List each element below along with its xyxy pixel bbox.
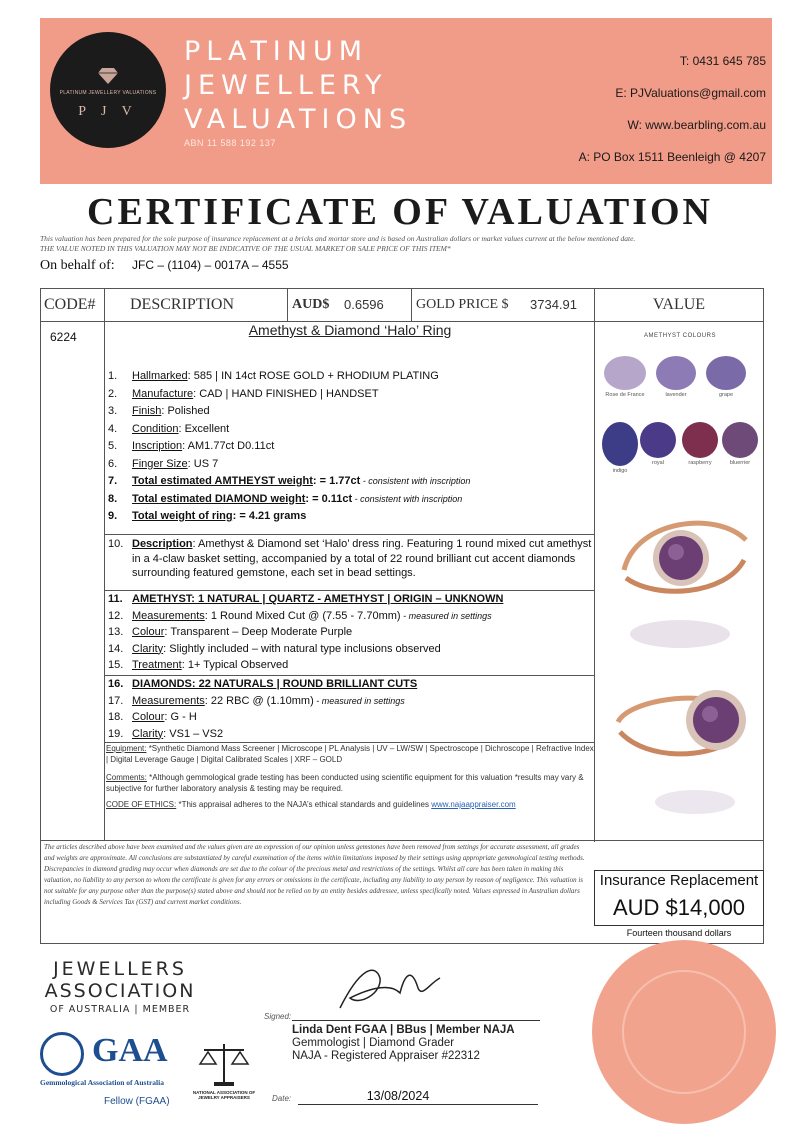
jaa-line3: OF AUSTRALIA | MEMBER [49, 1004, 191, 1015]
contact-web: W: www.bearbling.com.au [627, 118, 766, 132]
row-value: : 1+ Typical Observed [181, 659, 289, 671]
attribute-row [108, 677, 417, 692]
row-value: : 22 RBC @ (1.10mm) [204, 694, 314, 707]
header-aud-label: AUD$ [292, 297, 330, 312]
description-body: : Amethyst & Diamond set ‘Halo’ dress ring. Featuring 1 round mixed cut amethyst in a 4-claw basket setting, accompanied by a total of 22 round brilliant cut accent diamonds surrounding featured gemstone, each set in bead settings. [132, 538, 592, 579]
row-label: Clarity [132, 727, 164, 740]
amethyst-swatch [602, 422, 638, 466]
jaa-line2: ASSOCIATION [44, 980, 196, 1002]
amethyst-swatch-label: grape [718, 392, 734, 398]
row-number: 6. [108, 457, 118, 470]
row-value: : US 7 [187, 457, 219, 470]
amethyst-swatch-label: raspberry [688, 460, 712, 466]
fine-print: The articles described above have been examined and the values given are an expression of our opinion unless gemstones have been removed from settings for accurate assessment, all grades and weights are approximate. All conclusions are substantiated by careful examination of the items within limitations imposed by their settings using appropriate gemmological testing methods. Discrepancies in diamond grading may occur when diamonds are set due to the colour of the precious metal and restrictions of the settings. Whilst all care has been taken in making this valuation, no liability to any person to whom the certificate is given for any errors or omissions in the certificate, including any liability to any person by reason of negligence. This valuation is not suitable for any purpose other than the purpose(s) stated above and should not be relied on by an entity besides addressee, unless specifically noted. Values expressed in Australian dollars including Goods & Services Tax (GST) and current market conditions. [44, 843, 585, 906]
divider [287, 288, 288, 322]
contact-phone: T: 0431 645 785 [679, 54, 766, 68]
header-gold-label: GOLD PRICE $ [416, 297, 509, 312]
attribute-row [108, 625, 352, 640]
row-value: : = 0.11ct [305, 492, 353, 505]
on-behalf-label: On behalf of: [40, 258, 115, 273]
amethyst-colours-title: AMETHYST COLOURS [644, 333, 716, 339]
amethyst-swatch [722, 422, 758, 458]
amethyst-swatch-label: lavender [665, 392, 687, 398]
scales-icon [198, 1040, 250, 1088]
equipment-label: Equipment: [106, 744, 147, 753]
attribute-row [108, 609, 492, 624]
amethyst-swatch-label: royal [652, 460, 664, 466]
gaa-full-name: Gemmological Association of Australia [40, 1078, 164, 1087]
row-value: : = 1.77ct [312, 475, 361, 487]
ethics-text: *This appraisal adheres to the NAJA’s ethical standards and guidelines [176, 800, 432, 809]
description-row [108, 537, 592, 581]
attribute-row [108, 642, 441, 657]
row-note: - consistent with inscription [352, 493, 463, 504]
divider [104, 590, 594, 591]
row-label: Manufacture [132, 387, 194, 400]
divider [104, 288, 105, 840]
item-title: Amethyst & Diamond ‘Halo’ Ring [248, 322, 452, 338]
equipment-note [106, 744, 594, 765]
diamond-icon [98, 68, 118, 84]
logo-monogram: P J V [78, 104, 138, 119]
attribute-row [108, 369, 439, 384]
row-number: 8. [108, 492, 118, 505]
amethyst-swatch [640, 422, 676, 458]
contact-address: A: PO Box 1511 Beenleigh @ 4207 [578, 150, 766, 164]
attribute-row [108, 658, 288, 673]
brand-name-line2: JEWELLERY [184, 70, 388, 101]
attribute-row [108, 439, 274, 454]
appraiser-details [292, 1024, 515, 1063]
description-label: Description [132, 538, 193, 550]
divider [40, 840, 764, 841]
ethics-note [106, 800, 594, 811]
handwritten-signature [330, 958, 450, 1018]
divider [594, 288, 595, 842]
row-label: Total estimated AMTHEYST weight [132, 475, 313, 487]
row-number: 1. [108, 370, 118, 382]
disclaimer-line2: THE VALUE NOTED IN THIS VALUATION MAY NOT BE INDICATIVE OF THE USUAL MARKET OR SALE PRICE OF THIS ITEM* [40, 243, 451, 253]
row-number: 15. [108, 659, 124, 671]
row-label: Hallmarked [132, 370, 188, 382]
attribute-row [108, 694, 405, 709]
brand-name-line3: VALUATIONS [184, 104, 413, 135]
comments-text: *Although gemmological grade testing has been conducted using scientific equipment for this valuation *results may vary & subjective for further laboratory analysis & testing may be required. [106, 773, 584, 793]
row-note: - measured in settings [400, 610, 492, 621]
attribute-row [108, 492, 462, 507]
divider [104, 675, 594, 676]
appraiser-role: Gemmologist | Diamond Grader [292, 1037, 455, 1049]
header-value: VALUE [652, 296, 706, 313]
date-label: Date: [272, 1094, 292, 1103]
gaa-emblem-icon [40, 1032, 84, 1076]
signed-label: Signed: [264, 1012, 292, 1021]
row-label: DIAMONDS: 22 NATURALS | ROUND BRILLIANT CUTS [132, 678, 418, 690]
brand-name-line1: PLATINUM [184, 36, 369, 67]
amethyst-swatch [706, 356, 746, 390]
amethyst-swatch-label: Rose de France [605, 392, 645, 398]
naja-link[interactable]: www.najaappraiser.com [431, 800, 516, 809]
disclaimer-line1: This valuation has been prepared for the sole purpose of insurance replacement at a bricks and mortar store and is based on Australian dollars or market values current at the below mentioned date. [40, 234, 636, 243]
gaa-logo-text: GAA [92, 1032, 168, 1069]
attribute-row [108, 474, 470, 489]
attribute-row [108, 727, 223, 742]
amethyst-swatch-label: indigo [612, 468, 628, 474]
row-note: - measured in settings [313, 695, 405, 706]
insurance-label: Insurance Replacement [599, 872, 759, 889]
logo-small-text: PLATINUM JEWELLERY VALUATIONS [59, 90, 157, 96]
insurance-value: AUD $14,000 [612, 895, 746, 920]
row-number: 4. [108, 422, 118, 435]
row-number: 5. [108, 440, 118, 452]
row-note: - consistent with inscription [360, 476, 471, 486]
amethyst-swatch [604, 356, 646, 390]
comments-note [106, 773, 594, 794]
attribute-row [108, 457, 218, 472]
disclaimer [40, 234, 764, 253]
row-number: 7. [108, 475, 118, 487]
date-value: 13/08/2024 [366, 1089, 430, 1103]
row-label: Clarity [132, 642, 164, 655]
row-label: Finger Size [132, 457, 188, 470]
row-value: : VS1 – VS2 [163, 727, 224, 740]
description-text [108, 537, 592, 581]
certificate-title: CERTIFICATE OF VALUATION [87, 191, 713, 233]
row-label: Total estimated DIAMOND weight [132, 492, 306, 505]
row-value: : Excellent [178, 422, 230, 435]
row-number: 14. [108, 642, 124, 655]
on-behalf-value: JFC – (1104) – 0017A – 4555 [132, 258, 289, 272]
row-value: : = 4.21 grams [232, 510, 307, 522]
jaa-member-logo [40, 958, 200, 1015]
insurance-words: Fourteen thousand dollars [626, 928, 732, 938]
ring-image-bottom [608, 672, 758, 772]
attribute-row [108, 509, 306, 524]
ring-reflection [620, 614, 740, 654]
attribute-row [108, 387, 379, 402]
embossed-seal-ring [622, 970, 746, 1094]
jaa-line1: JEWELLERS [53, 958, 187, 980]
row-number: 19. [108, 727, 124, 740]
row-label: Measurements [132, 609, 205, 622]
row-value: : 585 | IN 14ct ROSE GOLD + RHODIUM PLATING [187, 370, 439, 382]
contact-email: E: PJValuations@gmail.com [615, 86, 766, 100]
header-aud-value: 0.6596 [344, 297, 384, 312]
ring-reflection [640, 784, 740, 820]
equipment-text: *Synthetic Diamond Mass Screener | Microscope | PL Analysis | UV – LW/SW | Spectroscope | Dichroscope | Refractive Index | Digital Leverage Gauge | Digital Calibrated Scales | XRF – GOLD [106, 744, 594, 764]
amethyst-swatch-label: bluerrier [729, 460, 751, 466]
row-label: Measurements [132, 694, 205, 707]
row-number: 2. [108, 387, 118, 400]
row-number: 13. [108, 626, 124, 638]
row-number: 12. [108, 609, 124, 622]
divider [104, 742, 594, 743]
row-value: : Polished [161, 405, 210, 417]
row-value: : G - H [164, 711, 197, 723]
abn-number: ABN 11 588 192 137 [184, 138, 276, 148]
date-line [298, 1104, 538, 1105]
ethics-label: CODE OF ETHICS: [106, 800, 177, 809]
appraiser-name: Linda Dent FGAA | BBus | Member NAJA [292, 1024, 515, 1036]
row-label: Colour [132, 711, 165, 723]
signature-line [292, 1020, 540, 1021]
header-description: DESCRIPTION [130, 296, 235, 313]
row-value: : CAD | HAND FINISHED | HANDSET [193, 387, 379, 400]
row-number: 18. [108, 711, 124, 723]
attribute-row [108, 422, 229, 437]
header-gold-value: 3734.91 [530, 297, 577, 312]
row-label: Treatment [132, 659, 182, 671]
row-value: : AM1.77ct D0.11ct [182, 440, 275, 452]
attribute-row [108, 404, 210, 419]
row-value: : 1 Round Mixed Cut @ (7.55 - 7.70mm) [204, 609, 401, 622]
row-label: Inscription [132, 440, 183, 452]
divider [411, 288, 412, 322]
comments-label: Comments: [106, 773, 147, 782]
row-label: Finish [132, 405, 162, 417]
amethyst-swatch [656, 356, 696, 390]
row-label: Condition [132, 422, 179, 435]
fellow-label: Fellow (FGAA) [104, 1096, 170, 1107]
row-value: : Slightly included – with natural type inclusions observed [163, 642, 441, 655]
row-number: 3. [108, 405, 118, 417]
row-number: 16. [108, 678, 124, 690]
naja-logo-text: NATIONAL ASSOCIATION OF JEWELRY APPRAISERS [192, 1090, 256, 1100]
attribute-row [108, 710, 197, 725]
divider [104, 534, 594, 535]
amethyst-swatch [682, 422, 718, 458]
row-number: 9. [108, 510, 118, 522]
attribute-row [108, 592, 503, 607]
ring-image-top [606, 500, 756, 610]
row-number: 10. [108, 538, 124, 550]
header-code: CODE# [44, 296, 96, 313]
row-number: 11. [108, 593, 123, 605]
row-value: : Transparent – Deep Moderate Purple [164, 626, 353, 638]
item-code: 6224 [50, 330, 77, 344]
row-number: 17. [108, 694, 124, 707]
appraiser-registration: NAJA - Registered Appraiser #22312 [292, 1050, 480, 1062]
row-label: Colour [132, 626, 165, 638]
row-label: Total weight of ring [132, 510, 233, 522]
row-label: AMETHYST: 1 NATURAL | QUARTZ - AMETHYST | ORIGIN – UNKNOWN [132, 593, 504, 605]
